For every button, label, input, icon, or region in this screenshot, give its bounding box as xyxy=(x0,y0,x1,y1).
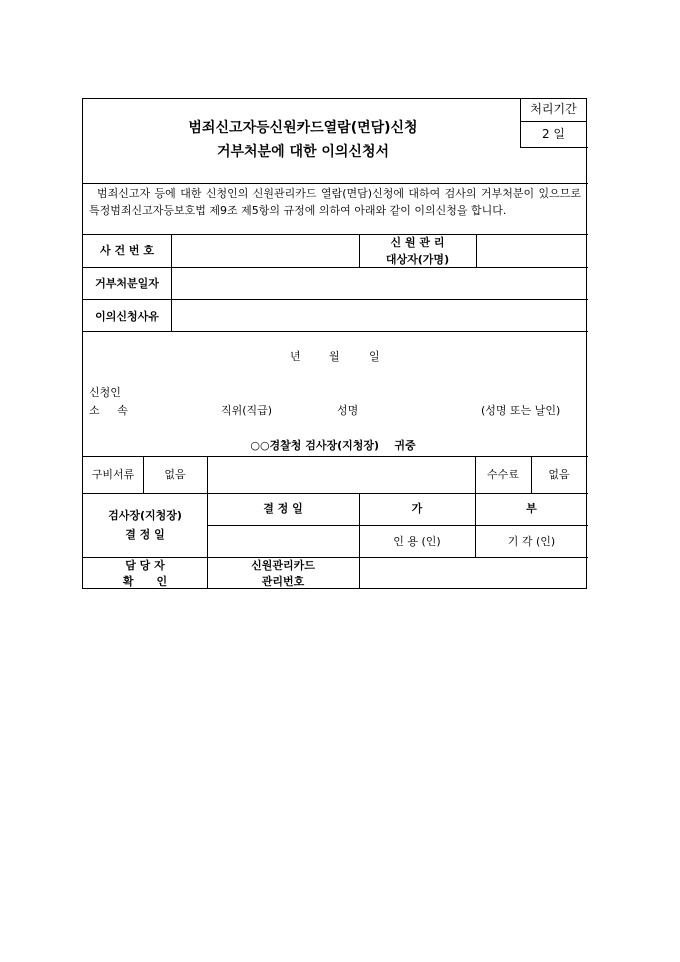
applicant-title: 신청인 xyxy=(89,386,121,399)
accept-value[interactable]: 인 용 (인) xyxy=(393,535,441,548)
position-label: 직위(직급) xyxy=(221,404,273,417)
fee-label: 수수료 xyxy=(487,468,519,481)
objection-form xyxy=(82,98,587,589)
reject-value[interactable]: 기 각 (인) xyxy=(507,535,556,548)
processing-period-label: 처리기간 xyxy=(530,102,577,116)
decision-date-field[interactable] xyxy=(208,526,358,556)
case-number-label: 사 건 번 호 xyxy=(100,244,154,257)
decision-date-label: 결 정 일 xyxy=(263,502,303,515)
fee-value: 없음 xyxy=(548,468,570,481)
prosecutor-decision-label-line1: 검사장(지청장) xyxy=(108,509,182,522)
addressee: ○○경찰청 검사장(지청장) 귀중 xyxy=(250,439,416,452)
documents-value: 없음 xyxy=(164,468,186,481)
form-title-line1: 범죄신고자등신원카드열람(면담)신청 xyxy=(188,120,418,136)
intro-paragraph: 범죄신고자 등에 대한 신청인의 신원관리카드 열람(면담)신청에 대하여 검사의 거부처분이 있으므로 특정범죄신고자등보호법 제9조 제5항의 규정에 의하여 아래와 같이 이의신청을 합니다. xyxy=(89,187,581,217)
reject-label: 부 xyxy=(526,502,537,515)
accept-label: 가 xyxy=(411,502,423,515)
documents-label: 구비서류 xyxy=(91,468,135,481)
header-divider xyxy=(83,183,588,184)
processing-divider xyxy=(520,121,587,122)
card-number-label-line1: 신원관리카드 xyxy=(251,559,315,572)
officer-label-line2: 확 인 xyxy=(122,575,168,588)
refusal-date-label: 거부처분일자 xyxy=(95,277,159,290)
form-title-line2: 거부처분에 대한 이의신청서 xyxy=(216,144,390,160)
name-label: 성명 xyxy=(337,404,359,417)
card-number-label-line2: 관리번호 xyxy=(261,575,305,588)
date-month-label: 월 xyxy=(329,350,340,363)
card-number-field[interactable] xyxy=(360,558,587,588)
subject-alias-field[interactable] xyxy=(477,235,587,266)
subject-label-line2: 대상자(가명) xyxy=(385,253,450,266)
date-day-label: 일 xyxy=(369,350,380,363)
affiliation-label: 소 속 xyxy=(89,404,128,417)
subject-label-line1: 신 원 관 리 xyxy=(390,236,445,249)
objection-reason-label: 이의신청사유 xyxy=(95,310,159,323)
officer-label-line1: 담 당 자 xyxy=(125,559,165,572)
documents-detail-field[interactable] xyxy=(208,457,474,492)
processing-period-value: 2 일 xyxy=(541,127,566,141)
case-number-field[interactable] xyxy=(172,235,358,266)
date-year-label: 년 xyxy=(290,350,301,363)
objection-reason-field[interactable] xyxy=(172,300,587,330)
signature-label: (성명 또는 날인) xyxy=(481,404,561,417)
refusal-date-field[interactable] xyxy=(172,268,587,298)
prosecutor-decision-label-line2: 결 정 일 xyxy=(125,528,165,541)
